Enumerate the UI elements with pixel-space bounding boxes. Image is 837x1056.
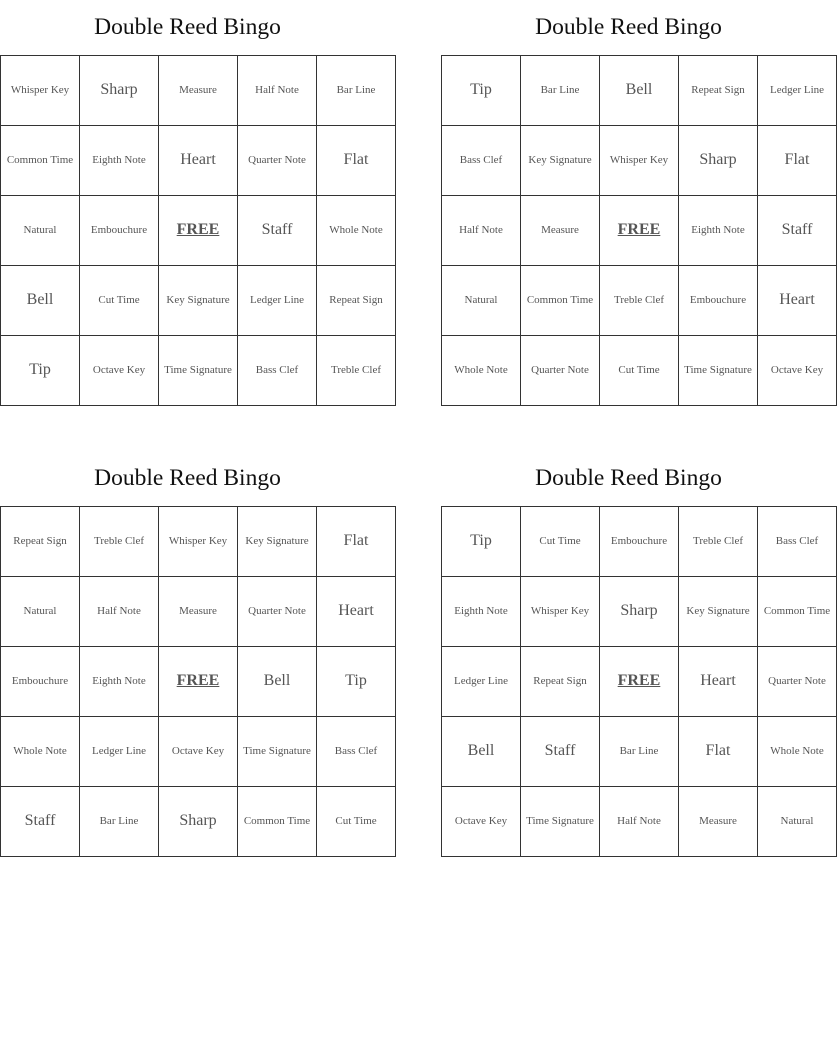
bingo-cell: Bass Clef — [317, 717, 396, 787]
bingo-cell: Treble Clef — [679, 507, 758, 577]
bingo-cell: Measure — [159, 56, 238, 126]
bingo-cell: Quarter Note — [238, 126, 317, 196]
bingo-cell: Repeat Sign — [521, 647, 600, 717]
bingo-cell: Embouchure — [80, 196, 159, 266]
grid-row — [442, 507, 837, 577]
grid-row — [442, 647, 837, 717]
bingo-cell: Time Signature — [679, 336, 758, 406]
bingo-cell: Quarter Note — [758, 647, 837, 717]
bingo-cell: Natural — [1, 577, 80, 647]
grid-row — [1, 196, 396, 266]
bingo-cell: Eighth Note — [679, 196, 758, 266]
grid-row — [442, 577, 837, 647]
grid-row — [1, 336, 396, 406]
bingo-cell: Octave Key — [442, 787, 521, 857]
bingo-cell: Bar Line — [317, 56, 396, 126]
bingo-cell: Bar Line — [600, 717, 679, 787]
bingo-cell: Whisper Key — [600, 126, 679, 196]
bingo-cell: Half Note — [238, 56, 317, 126]
bingo-cell: Measure — [679, 787, 758, 857]
bingo-cell: Bass Clef — [238, 336, 317, 406]
bingo-cell: Key Signature — [679, 577, 758, 647]
bingo-card-4 — [441, 451, 831, 857]
bingo-cell: Sharp — [80, 56, 159, 126]
bingo-cell: Half Note — [442, 196, 521, 266]
bingo-cell: Common Time — [758, 577, 837, 647]
bingo-cell: Ledger Line — [80, 717, 159, 787]
bingo-cell: Eighth Note — [80, 647, 159, 717]
bingo-cell: Flat — [679, 717, 758, 787]
bingo-cell: Whisper Key — [521, 577, 600, 647]
bingo-cell: Flat — [317, 507, 396, 577]
bingo-cell: Whole Note — [317, 196, 396, 266]
bingo-cell: Flat — [317, 126, 396, 196]
bingo-cell: Embouchure — [600, 507, 679, 577]
bingo-cell: Treble Clef — [317, 336, 396, 406]
bingo-cell: Treble Clef — [600, 266, 679, 336]
card-title: Double Reed Bingo — [94, 14, 281, 40]
free-space: FREE — [600, 647, 679, 717]
bingo-cell: Ledger Line — [758, 56, 837, 126]
bingo-cell: Whisper Key — [159, 507, 238, 577]
grid-row — [442, 787, 837, 857]
bingo-cell: Key Signature — [521, 126, 600, 196]
bingo-cell: Bar Line — [521, 56, 600, 126]
grid-row — [1, 56, 396, 126]
bingo-cell: Staff — [758, 196, 837, 266]
bingo-cell: Time Signature — [521, 787, 600, 857]
card-title: Double Reed Bingo — [535, 465, 722, 491]
bingo-card-3 — [0, 451, 378, 857]
bingo-cell: Half Note — [600, 787, 679, 857]
bingo-cell: Sharp — [679, 126, 758, 196]
bingo-grid — [0, 506, 396, 857]
bingo-cell: Natural — [442, 266, 521, 336]
bingo-cell: Staff — [1, 787, 80, 857]
bingo-cell: Heart — [679, 647, 758, 717]
bingo-cell: Ledger Line — [238, 266, 317, 336]
bingo-cell: Tip — [317, 647, 396, 717]
bingo-cell: Bass Clef — [758, 507, 837, 577]
grid-row — [442, 336, 837, 406]
bingo-cell: Bell — [1, 266, 80, 336]
bingo-cell: Measure — [521, 196, 600, 266]
bingo-cell: Common Time — [238, 787, 317, 857]
bingo-cell: Measure — [159, 577, 238, 647]
bingo-cell: Tip — [442, 56, 521, 126]
bingo-cell: Eighth Note — [80, 126, 159, 196]
card-title: Double Reed Bingo — [535, 14, 722, 40]
bingo-cell: Common Time — [1, 126, 80, 196]
bingo-cell: Embouchure — [679, 266, 758, 336]
bingo-cell: Whole Note — [442, 336, 521, 406]
bingo-cell: Bass Clef — [442, 126, 521, 196]
bingo-cell: Natural — [758, 787, 837, 857]
bingo-cell: Repeat Sign — [317, 266, 396, 336]
bingo-cell: Flat — [758, 126, 837, 196]
bingo-cell: Bar Line — [80, 787, 159, 857]
bingo-cell: Ledger Line — [442, 647, 521, 717]
free-space: FREE — [159, 196, 238, 266]
bingo-cell: Whole Note — [1, 717, 80, 787]
bingo-cell: Sharp — [600, 577, 679, 647]
grid-row — [1, 266, 396, 336]
bingo-cell: Cut Time — [600, 336, 679, 406]
bingo-card-2 — [441, 0, 825, 406]
bingo-card-1 — [0, 0, 383, 406]
bingo-grid — [0, 55, 396, 406]
bingo-cell: Natural — [1, 196, 80, 266]
grid-row — [1, 647, 396, 717]
bingo-cell: Whole Note — [758, 717, 837, 787]
bingo-grid — [441, 506, 837, 857]
grid-row — [442, 717, 837, 787]
grid-row — [442, 56, 837, 126]
bingo-cell: Quarter Note — [521, 336, 600, 406]
bingo-cell: Time Signature — [238, 717, 317, 787]
bingo-cell: Heart — [317, 577, 396, 647]
bingo-cell: Heart — [758, 266, 837, 336]
bingo-cell: Key Signature — [238, 507, 317, 577]
bingo-cell: Octave Key — [159, 717, 238, 787]
bingo-cell: Quarter Note — [238, 577, 317, 647]
grid-row — [1, 577, 396, 647]
bingo-cell: Cut Time — [80, 266, 159, 336]
bingo-cell: Repeat Sign — [1, 507, 80, 577]
free-space: FREE — [600, 196, 679, 266]
grid-row — [1, 787, 396, 857]
free-space: FREE — [159, 647, 238, 717]
bingo-cell: Key Signature — [159, 266, 238, 336]
grid-row — [442, 126, 837, 196]
bingo-cell: Tip — [1, 336, 80, 406]
grid-row — [442, 196, 837, 266]
bingo-cell: Staff — [521, 717, 600, 787]
bingo-cell: Tip — [442, 507, 521, 577]
bingo-cell: Treble Clef — [80, 507, 159, 577]
bingo-cell: Common Time — [521, 266, 600, 336]
grid-row — [1, 126, 396, 196]
grid-row — [442, 266, 837, 336]
bingo-cell: Half Note — [80, 577, 159, 647]
bingo-cell: Octave Key — [80, 336, 159, 406]
bingo-cell: Whisper Key — [1, 56, 80, 126]
card-title: Double Reed Bingo — [94, 465, 281, 491]
bingo-cell: Staff — [238, 196, 317, 266]
bingo-cell: Bell — [600, 56, 679, 126]
bingo-cell: Cut Time — [317, 787, 396, 857]
bingo-cell: Embouchure — [1, 647, 80, 717]
bingo-cell: Time Signature — [159, 336, 238, 406]
bingo-cell: Octave Key — [758, 336, 837, 406]
bingo-cell: Cut Time — [521, 507, 600, 577]
bingo-cell: Heart — [159, 126, 238, 196]
bingo-cell: Sharp — [159, 787, 238, 857]
bingo-cell: Bell — [238, 647, 317, 717]
bingo-cell: Repeat Sign — [679, 56, 758, 126]
grid-row — [1, 717, 396, 787]
grid-row — [1, 507, 396, 577]
bingo-cell: Bell — [442, 717, 521, 787]
bingo-cell: Eighth Note — [442, 577, 521, 647]
bingo-grid — [441, 55, 837, 406]
